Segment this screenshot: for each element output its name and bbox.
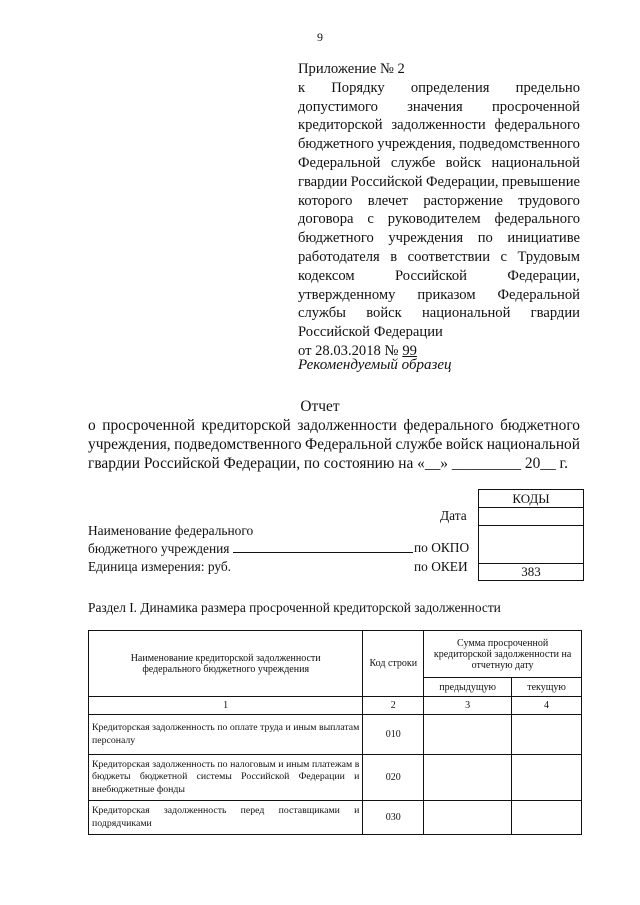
appendix-word: определения xyxy=(410,79,490,96)
row-code: 030 xyxy=(363,801,424,835)
appendix-word: бюджетного xyxy=(298,136,374,153)
row-code: 010 xyxy=(363,715,424,755)
report-word: подведомственного xyxy=(174,436,302,453)
row-name: Кредиторская задолженность по налоговым и иным платежам в бюджеты бюджетной системы Российской Федерации и внебюджетные фонды xyxy=(89,755,363,801)
appendix-word: учреждения xyxy=(388,230,464,247)
appendix-line xyxy=(298,135,580,154)
appendix-word: национальной xyxy=(421,305,511,322)
report-word: кредиторской xyxy=(201,417,291,434)
appendix-header xyxy=(298,60,580,361)
row-previous-value[interactable] xyxy=(424,801,512,835)
report-title: Отчет xyxy=(300,398,340,415)
appendix-line xyxy=(298,267,580,286)
appendix-word: войск xyxy=(366,305,402,322)
debt-dynamics-table xyxy=(88,630,582,835)
report-word: задолженности xyxy=(297,417,397,434)
report-word: федерального xyxy=(403,417,494,434)
institution-label-1: Наименование федерального xyxy=(88,523,254,538)
appendix-word: кредиторской xyxy=(298,117,383,134)
appendix-word: значения xyxy=(407,98,463,115)
appendix-word: соответствии xyxy=(407,248,491,265)
appendix-word: Российской xyxy=(350,173,423,190)
appendix-word: в xyxy=(390,248,398,265)
table-row xyxy=(89,755,582,801)
appendix-line xyxy=(298,210,580,229)
appendix-word: службе xyxy=(390,154,436,171)
appendix-line xyxy=(298,98,580,117)
appendix-word: службы xyxy=(298,305,346,322)
appendix-word: приказом xyxy=(417,286,476,303)
appendix-line xyxy=(298,304,580,323)
report-word: учреждения, xyxy=(88,436,171,453)
appendix-word: с xyxy=(367,211,374,228)
appendix-word: работодателя xyxy=(298,248,380,265)
page-number: 9 xyxy=(317,30,323,44)
appendix-line xyxy=(298,116,580,135)
appendix-line xyxy=(298,154,580,173)
okei-code-cell: 383 xyxy=(479,563,583,580)
appendix-line xyxy=(298,248,580,267)
appendix-word: Трудовым xyxy=(517,248,580,265)
appendix-line xyxy=(298,286,580,305)
appendix-word: Порядку xyxy=(331,79,385,96)
appendix-word: войск xyxy=(445,154,482,171)
column-numbers-row xyxy=(89,697,582,715)
report-word: бюджетного xyxy=(500,417,580,434)
report-heading-line-3: гвардии Российской Федерации, по состоянию на «__» _________ 20__ г. xyxy=(88,455,568,472)
report-heading xyxy=(88,416,580,473)
institution-label-text: бюджетного учреждения xyxy=(88,541,230,556)
appendix-word: руководителем xyxy=(387,211,481,228)
column-number: 2 xyxy=(363,697,424,715)
row-previous-value[interactable] xyxy=(424,755,512,801)
appendix-word: бюджетного xyxy=(298,230,374,247)
appendix-word: допустимого xyxy=(298,98,378,115)
header-previous: предыдущую xyxy=(424,678,512,697)
appendix-word: договора xyxy=(298,211,354,228)
header-name: Наименование кредиторской задолженности федерального бюджетного учреждения xyxy=(89,631,363,697)
appendix-line xyxy=(298,323,580,342)
appendix-word: кодексом xyxy=(298,267,355,284)
row-current-value[interactable] xyxy=(512,715,582,755)
report-heading-line-2 xyxy=(88,435,580,454)
table-row xyxy=(89,715,582,755)
row-current-value[interactable] xyxy=(512,755,582,801)
appendix-word: гвардии xyxy=(298,173,348,190)
appendix-word: предельно xyxy=(515,79,580,96)
column-number: 3 xyxy=(424,697,512,715)
appendix-text xyxy=(298,79,580,342)
appendix-word: расторжение xyxy=(423,192,503,209)
appendix-line xyxy=(298,173,580,192)
unit-label: Единица измерения: руб. xyxy=(88,559,232,574)
appendix-word: федерального xyxy=(494,117,580,134)
appendix-word: подведомственного xyxy=(459,136,580,153)
appendix-word: задолженности xyxy=(391,117,486,134)
report-word: о xyxy=(88,417,96,434)
header-code: Код строки xyxy=(363,631,424,697)
appendix-word: учреждения, xyxy=(377,136,456,153)
appendix-word: превышение xyxy=(501,173,580,190)
okei-label: по ОКЕИ xyxy=(414,559,468,574)
report-word: просроченной xyxy=(102,417,196,434)
report-word: службе xyxy=(395,436,443,453)
appendix-word: просроченной xyxy=(491,98,580,115)
sample-label: Рекомендуемый образец xyxy=(298,357,452,373)
row-name: Кредиторская задолженность перед поставщиками и подрядчиками xyxy=(89,801,363,835)
appendix-word: с xyxy=(500,248,508,265)
row-code: 020 xyxy=(363,755,424,801)
appendix-word: Федеральной xyxy=(497,286,580,303)
appendix-word: Российской xyxy=(298,324,370,341)
date-label: Дата xyxy=(440,508,467,523)
okpo-code-cell[interactable] xyxy=(479,525,583,563)
appendix-word: Федеральной xyxy=(298,154,381,171)
codes-box xyxy=(478,489,584,581)
codes-header: КОДЫ xyxy=(512,491,550,506)
appendix-word: Федерации, xyxy=(507,267,580,284)
appendix-line xyxy=(298,79,580,98)
report-word: национальной xyxy=(486,436,580,453)
report-word: Федеральной xyxy=(305,436,393,453)
report-heading-line-1 xyxy=(88,416,580,435)
section-title: Раздел I. Динамика размера просроченной кредиторской задолженности xyxy=(88,600,501,615)
appendix-word: влечет xyxy=(367,192,409,209)
column-number: 4 xyxy=(512,697,582,715)
appendix-word: Федерации, xyxy=(425,173,499,190)
header-sum: Сумма просроченной кредиторской задолженности на отчетную дату xyxy=(424,631,582,678)
report-word: войск xyxy=(445,436,484,453)
appendix-date: от 28.03.2018 № xyxy=(298,342,399,359)
appendix-word: инициативе xyxy=(507,230,580,247)
appendix-word: федерального xyxy=(494,211,580,228)
appendix-word: гвардии xyxy=(530,305,580,322)
appendix-word: утвержденному xyxy=(298,286,396,303)
appendix-word: Федерации xyxy=(373,324,443,341)
appendix-line xyxy=(298,192,580,211)
row-current-value[interactable] xyxy=(512,801,582,835)
appendix-word: трудового xyxy=(518,192,580,209)
row-previous-value[interactable] xyxy=(424,715,512,755)
appendix-word: Российской xyxy=(395,267,467,284)
appendix-title: Приложение № 2 xyxy=(298,61,405,77)
row-name: Кредиторская задолженность по оплате труда и иным выплатам персоналу xyxy=(89,715,363,755)
appendix-word: по xyxy=(477,230,493,247)
appendix-order-number: 99 xyxy=(402,342,417,359)
institution-label-2 xyxy=(88,540,413,557)
okpo-label: по ОКПО xyxy=(414,540,470,555)
header-current: текущую xyxy=(512,678,582,697)
institution-name-field[interactable] xyxy=(233,540,413,553)
appendix-word: которого xyxy=(298,192,353,209)
appendix-line xyxy=(298,229,580,248)
appendix-word: национальной xyxy=(491,154,580,171)
table-row xyxy=(89,801,582,835)
column-number: 1 xyxy=(89,697,363,715)
appendix-word: к xyxy=(298,79,306,96)
date-code-cell[interactable] xyxy=(479,507,583,525)
